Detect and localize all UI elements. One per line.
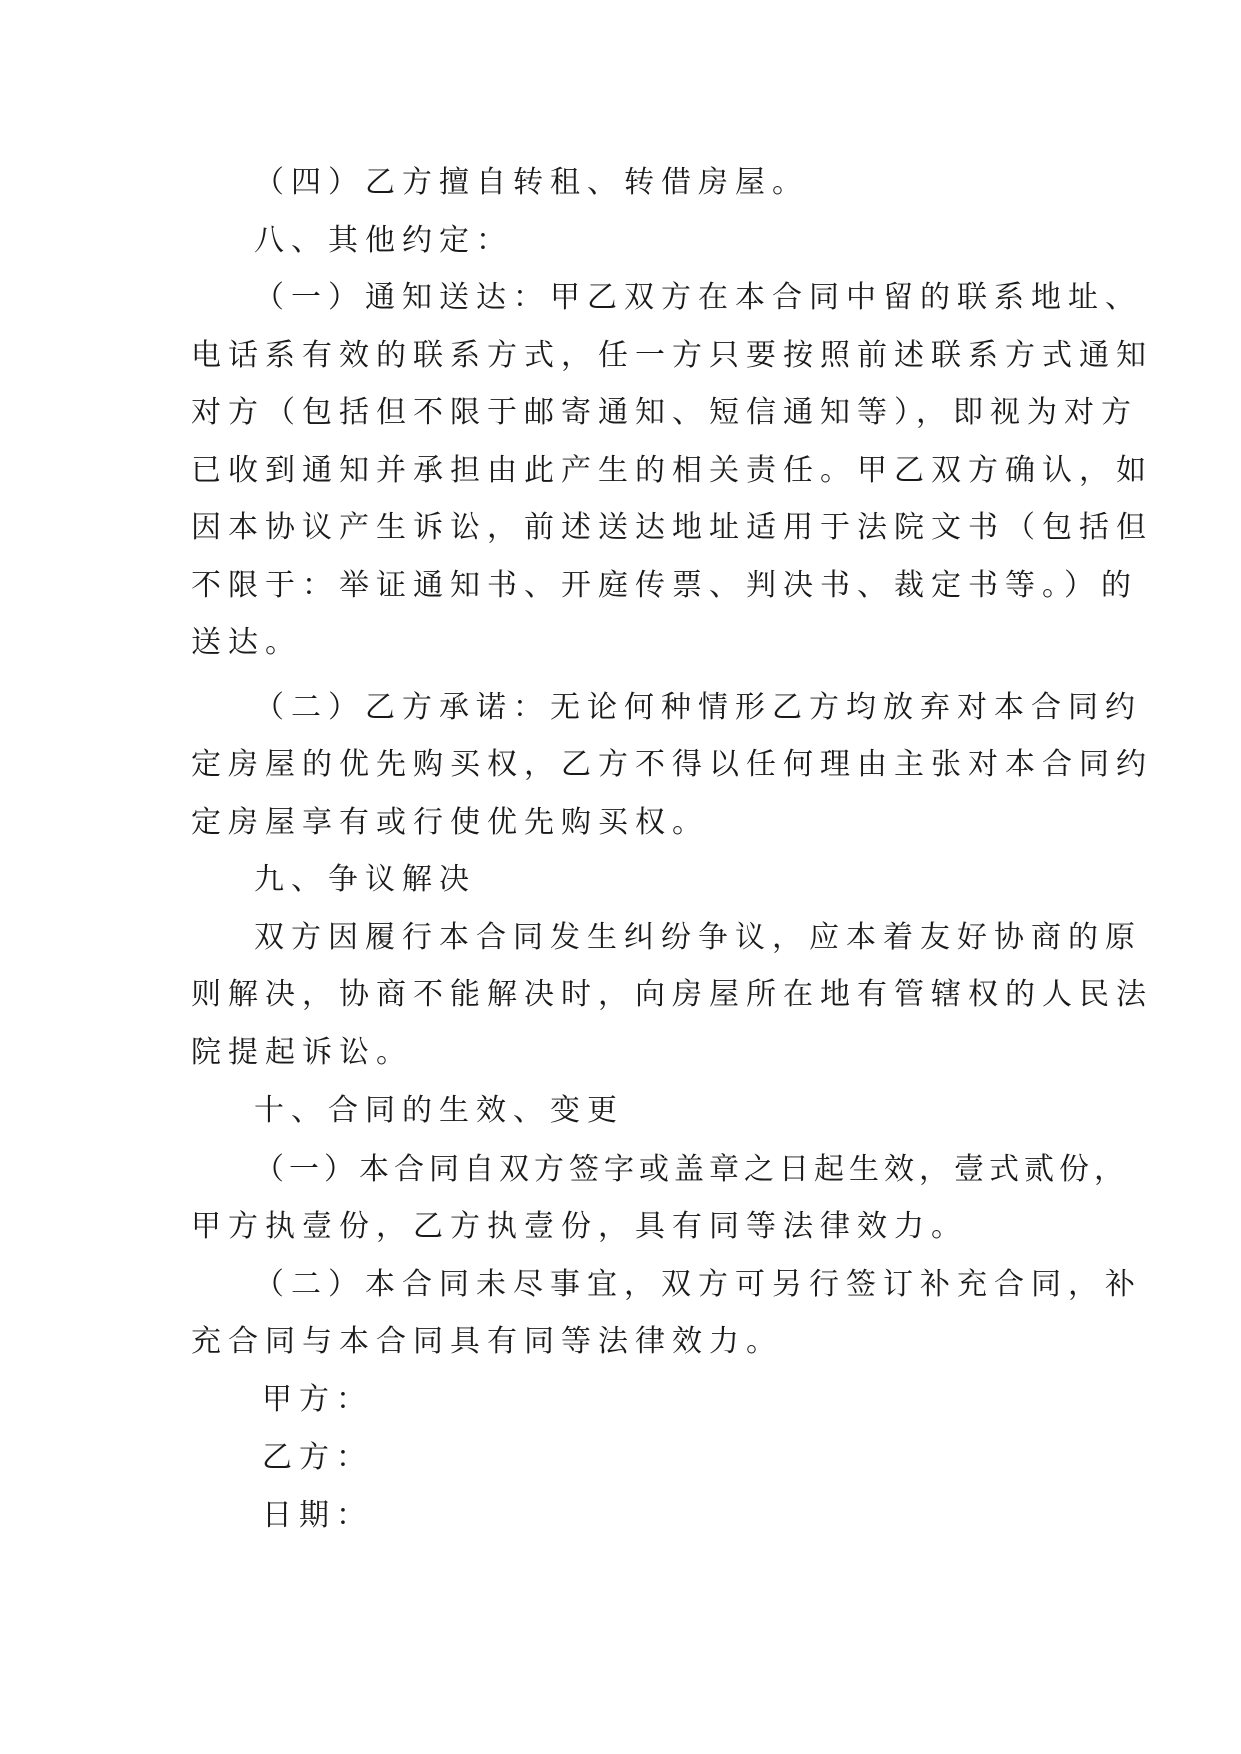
clause-8-item-2-line-3: 定房屋享有或行使优先购买权。	[191, 805, 709, 840]
clause-8-item-1-line-6: 不限于：举证通知书、开庭传票、判决书、裁定书等。）的	[191, 568, 1138, 603]
section-9-heading: 九、争议解决	[254, 862, 476, 897]
clause-8-item-1-line-1: （一）通知送达：甲乙双方在本合同中留的联系地址、	[254, 280, 1142, 315]
clause-9-line-1: 双方因履行本合同发生纠纷争议，应本着友好协商的原	[254, 920, 1142, 955]
clause-8-item-2-line-1: （二）乙方承诺：无论何种情形乙方均放弃对本合同约	[254, 690, 1142, 725]
party-a-signature-label: 甲方：	[262, 1382, 373, 1417]
clause-9-line-3: 院提起诉讼。	[191, 1035, 413, 1070]
clause-7-item-4: （四）乙方擅自转租、转借房屋。	[254, 165, 809, 200]
section-8-heading: 八、其他约定：	[254, 223, 513, 258]
clause-10-item-1-line-1: （一）本合同自双方签字或盖章之日起生效，壹式贰份，	[254, 1152, 1129, 1187]
date-label: 日期：	[262, 1498, 373, 1533]
clause-10-item-2-line-1: （二）本合同未尽事宜，双方可另行签订补充合同，补	[254, 1267, 1142, 1302]
section-10-heading: 十、合同的生效、变更	[254, 1093, 624, 1128]
clause-8-item-1-line-3: 对方（包括但不限于邮寄通知、短信通知等），即视为对方	[191, 395, 1138, 430]
clause-8-item-1-line-5: 因本协议产生诉讼，前述送达地址适用于法院文书（包括但	[191, 510, 1153, 545]
clause-10-item-2-line-2: 充合同与本合同具有同等法律效力。	[191, 1324, 783, 1359]
party-b-signature-label: 乙方：	[262, 1440, 373, 1475]
clause-8-item-2-line-2: 定房屋的优先购买权，乙方不得以任何理由主张对本合同约	[191, 747, 1153, 782]
clause-10-item-1-line-2: 甲方执壹份，乙方执壹份，具有同等法律效力。	[191, 1209, 968, 1244]
clause-8-item-1-line-7: 送达。	[191, 625, 302, 660]
clause-8-item-1-line-2: 电话系有效的联系方式，任一方只要按照前述联系方式通知	[191, 338, 1153, 373]
clause-9-line-2: 则解决，协商不能解决时，向房屋所在地有管辖权的人民法	[191, 977, 1153, 1012]
clause-8-item-1-line-4: 已收到通知并承担由此产生的相关责任。甲乙双方确认，如	[191, 453, 1153, 488]
